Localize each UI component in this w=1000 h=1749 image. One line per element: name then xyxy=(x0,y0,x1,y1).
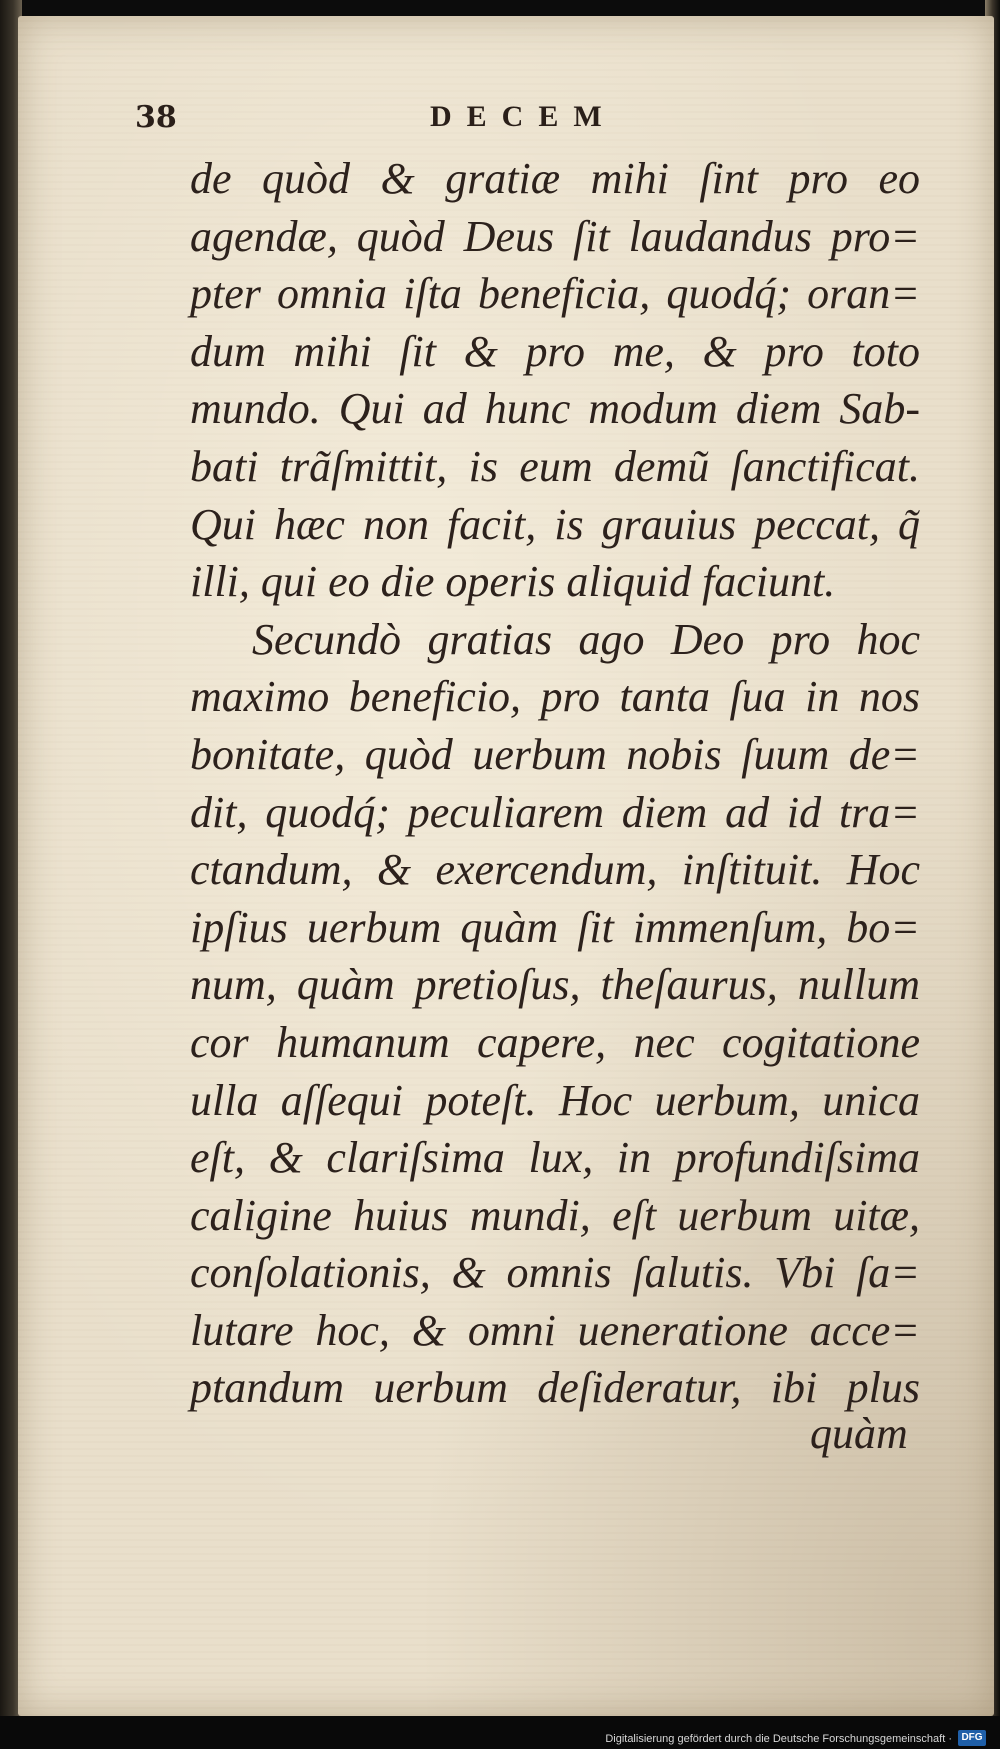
dfg-logo-icon: DFG xyxy=(958,1730,986,1746)
text-line: lutare hoc, & omni ueneratione acce= xyxy=(190,1305,920,1355)
text-line: eſt, & clariſsima lux, in profundiſsima xyxy=(190,1133,920,1183)
running-head: DECEM xyxy=(430,100,617,133)
text-line: bati trãſmittit, is eum demũ ſanctificat. xyxy=(190,441,920,491)
text-line: num, quàm pretioſus, theſaurus, nullum xyxy=(190,960,920,1010)
text-line: bonitate, quòd uerbum nobis ſuum de= xyxy=(190,729,920,779)
text-line: conſolationis, & omnis ſalutis. Vbi ſa= xyxy=(190,1248,920,1298)
text-line: mundo. Qui ad hunc modum diem Sab- xyxy=(190,384,920,434)
text-line: dum mihi ſit & pro me, & pro toto xyxy=(190,326,920,376)
text-line: Qui hæc non facit, is grauius peccat, q̃ xyxy=(190,499,920,549)
text-line: ipſius uerbum quàm ſit immenſum, bo= xyxy=(190,902,920,952)
catchword: quàm xyxy=(810,1409,908,1458)
text-line: caligine huius mundi, eſt uerbum uitæ, xyxy=(190,1190,920,1240)
funding-credit: Digitalisierung gefördert durch die Deutsche Forschungsgemeinschaft · xyxy=(605,1733,952,1745)
text-line: de quòd & gratiæ mihi ſint pro eo xyxy=(190,154,920,203)
text-line: cor humanum capere, nec cogitatione xyxy=(190,1017,920,1067)
text-line: agendæ, quòd Deus ſit laudandus pro= xyxy=(190,211,920,261)
text-line: pter omnia iſta beneficia, quodq́; oran= xyxy=(190,269,920,319)
text-line: ctandum, & exercendum, inſtituit. Hoc xyxy=(190,845,920,895)
page-number: 38 xyxy=(135,100,177,135)
text-line: ptandum uerbum deſideratur, ibi plus xyxy=(190,1363,920,1413)
text-line: ulla aſſequi poteſt. Hoc uerbum, unica xyxy=(190,1075,920,1125)
text-line: dit, quodq́; peculiarem diem ad id tra= xyxy=(190,787,920,837)
paragraph-first-line: Secundò gratias ago Deo pro hoc xyxy=(252,614,920,664)
text-line: illi, qui eo die operis aliquid faciunt. xyxy=(190,557,836,607)
text-line: maximo beneficio, pro tanta ſua in nos xyxy=(190,672,920,722)
text-block xyxy=(190,150,920,1417)
